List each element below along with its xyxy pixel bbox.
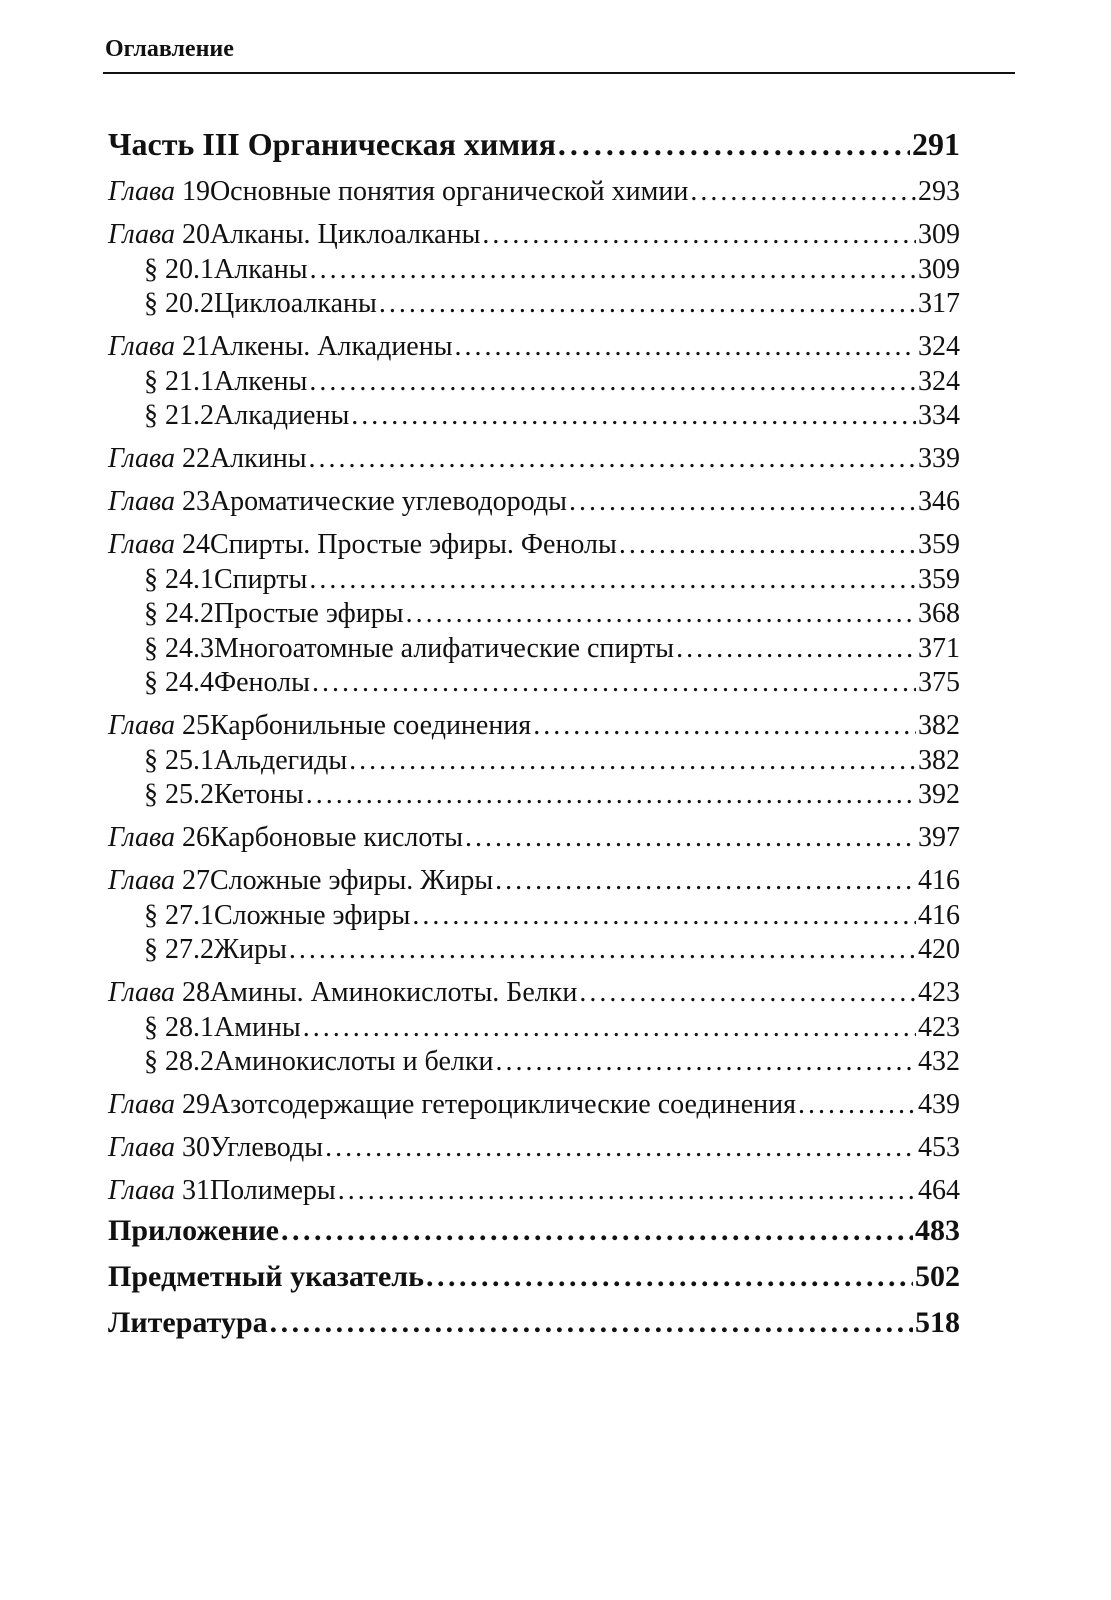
entry-title: Спирты [214, 563, 308, 595]
chapter-number-value: 20 [181, 219, 210, 250]
toc-chapter-row[interactable] [108, 529, 960, 564]
page-number: 375 [918, 667, 960, 698]
toc-chapter-row[interactable] [108, 219, 960, 254]
entry-title: Сложные эфиры. Жиры [209, 865, 494, 896]
dot-leader [309, 443, 916, 475]
entry-title: Алкины [209, 443, 307, 474]
entry-title: Алканы. Циклоалканы [209, 219, 481, 250]
entry-title: Полимеры [209, 1175, 336, 1206]
chapter-number [108, 486, 210, 518]
entry-title: Циклоалканы [214, 288, 377, 319]
dot-leader [798, 1089, 916, 1121]
toc-chapter-row[interactable] [108, 331, 960, 366]
page-number: 371 [918, 632, 960, 664]
chapter-prefix: Глава [108, 331, 175, 362]
section-number: § 20.2 [144, 288, 214, 319]
dot-leader [351, 400, 916, 432]
toc-chapter-row[interactable] [108, 822, 960, 857]
entry-title: Алкены [214, 365, 308, 397]
toc-backmatter-row[interactable] [108, 1214, 960, 1260]
header-rule [103, 72, 1015, 74]
dot-leader [309, 366, 916, 398]
dot-leader [690, 176, 916, 208]
toc-chapter-row[interactable] [108, 865, 960, 900]
page-number: 420 [918, 934, 960, 965]
toc-chapter-row[interactable] [108, 486, 960, 521]
toc-section-row[interactable] [108, 667, 960, 702]
toc-section-row[interactable] [108, 400, 960, 435]
page-number: 382 [918, 744, 960, 776]
page-number: 368 [918, 598, 960, 629]
page-number: 397 [918, 822, 960, 853]
entry-title: Алканы [214, 253, 308, 285]
dot-leader [676, 633, 916, 665]
dot-leader [412, 900, 916, 932]
page-number: 309 [918, 253, 960, 285]
section-number: § 21.1 [144, 365, 214, 397]
dot-leader [338, 1175, 916, 1207]
page-number: 392 [918, 779, 960, 810]
chapter-prefix: Глава [108, 710, 175, 741]
page-number: 423 [918, 1011, 960, 1043]
chapter-number-value: 25 [181, 710, 210, 741]
chapter-number-value: 19 [181, 176, 210, 207]
toc-chapter-row[interactable] [108, 176, 960, 211]
toc-section-row[interactable] [108, 254, 960, 289]
toc-backmatter-row[interactable] [108, 1260, 960, 1306]
chapter-number-value: 27 [181, 865, 210, 896]
chapter-number-value: 29 [181, 1089, 210, 1120]
entry-title: Углеводы [209, 1132, 324, 1163]
dot-leader [379, 288, 916, 320]
entry-title: Литература [108, 1305, 268, 1339]
dot-leader [579, 977, 916, 1009]
entry-title: Альдегиды [214, 744, 348, 776]
entry-title: Фенолы [214, 667, 310, 698]
section-number: § 25.2 [144, 779, 214, 810]
toc-section-row[interactable] [108, 779, 960, 814]
page-number: 483 [915, 1213, 960, 1247]
entry-title: Аминокислоты и белки [214, 1046, 494, 1077]
toc-backmatter-row[interactable] [108, 1306, 960, 1352]
page-number: 439 [918, 1089, 960, 1120]
entry-title: Алкадиены [214, 400, 350, 431]
page-number: 293 [918, 176, 960, 207]
dot-leader [465, 822, 916, 854]
chapter-number [108, 710, 210, 742]
section-number: § 28.2 [144, 1046, 214, 1077]
entry-title: Основные понятия органической химии [209, 176, 689, 207]
dot-leader [495, 865, 916, 897]
table-of-contents [108, 126, 960, 1352]
page-number: 416 [918, 899, 960, 931]
page-number: 416 [918, 865, 960, 896]
page-number: 309 [918, 219, 960, 250]
entry-title: Сложные эфиры [214, 899, 411, 931]
chapter-number [108, 1089, 210, 1121]
dot-leader [310, 254, 916, 286]
dot-leader [533, 710, 916, 742]
dot-leader [325, 1132, 916, 1164]
chapter-prefix: Глава [108, 977, 175, 1008]
entry-title: Кетоны [214, 779, 304, 810]
page-number: 317 [918, 288, 960, 319]
entry-title: Азотсодержащие гетероциклические соединения [209, 1089, 797, 1120]
part-page-number: 291 [912, 126, 960, 162]
dot-leader [569, 486, 916, 518]
chapter-prefix: Глава [108, 486, 175, 517]
section-number: § 20.1 [144, 253, 214, 285]
chapter-number-value: 23 [181, 486, 210, 517]
toc-chapter-row[interactable] [108, 710, 960, 745]
chapter-number [108, 443, 210, 475]
toc-section-row[interactable] [108, 1012, 960, 1047]
dot-leader [495, 1046, 916, 1078]
chapter-prefix: Глава [108, 529, 175, 560]
entry-title: Простые эфиры [214, 598, 404, 629]
toc-part-row[interactable] [108, 126, 960, 176]
chapter-number-value: 28 [181, 977, 210, 1008]
toc-section-row[interactable] [108, 633, 960, 668]
page-number: 346 [918, 486, 960, 517]
dot-leader [349, 745, 916, 777]
chapter-number [108, 977, 210, 1009]
chapter-prefix: Глава [108, 219, 175, 250]
chapter-prefix: Глава [108, 443, 175, 474]
chapter-number-value: 21 [181, 331, 210, 362]
entry-title: Ароматические углеводороды [209, 486, 567, 517]
page-number: 334 [918, 400, 960, 431]
chapter-prefix: Глава [108, 865, 175, 896]
page-number: 359 [918, 563, 960, 595]
page-number: 464 [918, 1175, 960, 1206]
toc-section-row[interactable] [108, 745, 960, 780]
dot-leader [558, 126, 910, 163]
dot-leader [289, 934, 916, 966]
toc-section-row[interactable] [108, 288, 960, 323]
page-number: 502 [915, 1259, 960, 1293]
section-number: § 28.1 [144, 1011, 214, 1043]
dot-leader [312, 667, 916, 699]
chapter-number [108, 865, 210, 897]
entry-title: Жиры [214, 934, 287, 965]
entry-title: Алкены. Алкадиены [209, 331, 453, 362]
toc-section-row[interactable] [108, 934, 960, 969]
page-number: 453 [918, 1132, 960, 1163]
chapter-number [108, 331, 210, 363]
page-number: 518 [915, 1305, 960, 1339]
dot-leader [281, 1214, 913, 1248]
page-number: 423 [918, 977, 960, 1008]
dot-leader [406, 598, 916, 630]
page-number: 432 [918, 1046, 960, 1077]
chapter-number [108, 1175, 210, 1207]
chapter-number-value: 22 [181, 443, 210, 474]
entry-title: Многоатомные алифатические спирты [214, 632, 675, 664]
page-number: 324 [918, 365, 960, 397]
chapter-prefix: Глава [108, 1132, 175, 1163]
entry-title: Карбонильные соединения [209, 710, 532, 741]
toc-section-row[interactable] [108, 900, 960, 935]
section-number: § 27.2 [144, 934, 214, 965]
page-number: 339 [918, 443, 960, 474]
section-number: § 21.2 [144, 400, 214, 431]
toc-section-row[interactable] [108, 1046, 960, 1081]
chapter-number [108, 176, 210, 208]
entry-title: Амины. Аминокислоты. Белки [209, 977, 578, 1008]
chapter-number [108, 822, 210, 854]
chapter-prefix: Глава [108, 1089, 175, 1120]
dot-leader [306, 779, 916, 811]
section-number: § 27.1 [144, 899, 214, 931]
dot-leader [309, 564, 916, 596]
toc-section-row[interactable] [108, 366, 960, 401]
chapter-number-value: 31 [181, 1175, 210, 1206]
dot-leader [303, 1012, 916, 1044]
page-number: 382 [918, 710, 960, 741]
toc-chapter-row[interactable] [108, 1175, 960, 1210]
entry-title: Карбоновые кислоты [209, 822, 464, 853]
entry-title: Приложение [108, 1213, 279, 1247]
chapter-number-value: 24 [181, 529, 210, 560]
toc-chapter-row[interactable] [108, 977, 960, 1012]
chapter-number-value: 26 [181, 822, 210, 853]
part-title: Часть III Органическая химия [108, 126, 556, 162]
dot-leader [455, 331, 916, 363]
section-number: § 25.1 [144, 744, 214, 776]
chapter-number [108, 529, 210, 561]
page-number: 359 [918, 529, 960, 560]
chapter-number-value: 30 [181, 1132, 210, 1163]
entry-title: Спирты. Простые эфиры. Фенолы [209, 529, 617, 560]
entry-title: Предметный указатель [108, 1259, 424, 1293]
dot-leader [426, 1260, 913, 1294]
toc-chapter-row[interactable] [108, 443, 960, 478]
toc-chapter-row[interactable] [108, 1132, 960, 1167]
section-number: § 24.2 [144, 598, 214, 629]
dot-leader [619, 529, 916, 561]
section-number: § 24.1 [144, 563, 214, 595]
chapter-prefix: Глава [108, 176, 175, 207]
section-number: § 24.4 [144, 667, 214, 698]
toc-section-row[interactable] [108, 564, 960, 599]
page-number: 324 [918, 331, 960, 362]
toc-chapter-row[interactable] [108, 1089, 960, 1124]
dot-leader [270, 1306, 913, 1340]
toc-section-row[interactable] [108, 598, 960, 633]
running-header: Оглавление [105, 36, 234, 62]
section-number: § 24.3 [144, 632, 214, 664]
entry-title: Амины [214, 1011, 301, 1043]
dot-leader [482, 219, 916, 251]
chapter-number [108, 1132, 210, 1164]
chapter-prefix: Глава [108, 822, 175, 853]
chapter-prefix: Глава [108, 1175, 175, 1206]
chapter-number [108, 219, 210, 251]
